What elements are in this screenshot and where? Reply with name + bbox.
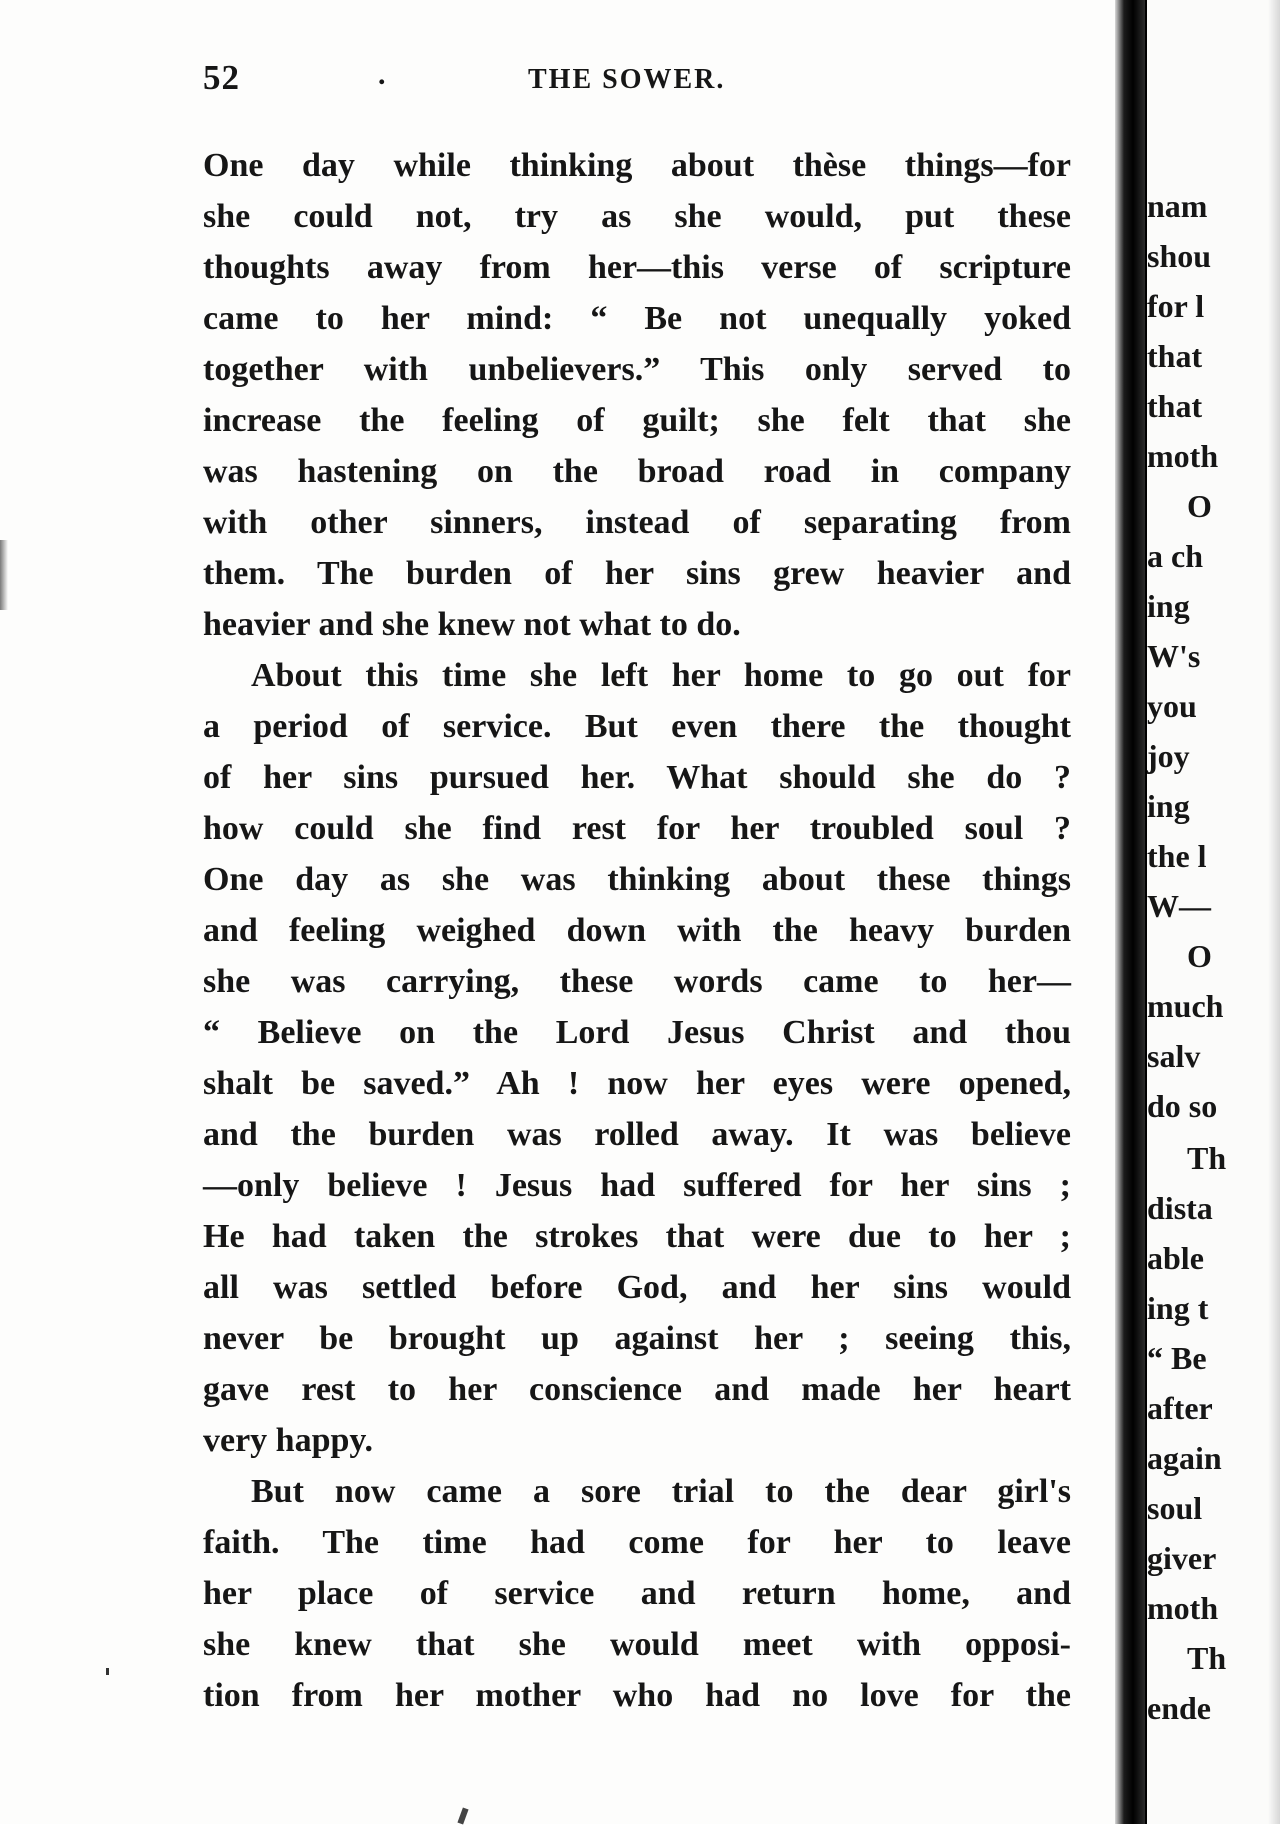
- scan-speck: [457, 1807, 468, 1824]
- facing-page-fragment: W's: [1147, 638, 1201, 674]
- text-line: gave rest to her conscience and made her heart: [203, 1371, 1071, 1408]
- text-line: her place of service and return home, and: [203, 1575, 1071, 1612]
- text-line: thoughts away from her—this verse of scripture: [203, 249, 1071, 286]
- text-line: of her sins pursued her. What should she do ?: [203, 759, 1071, 796]
- text-line: how could she find rest for her troubled soul ?: [203, 810, 1071, 847]
- text-line: together with unbelievers.” This only served to: [203, 351, 1071, 388]
- facing-page-fragment: giver: [1147, 1540, 1217, 1576]
- facing-page-fragment: that: [1147, 388, 1203, 424]
- facing-page: [1145, 0, 1280, 1824]
- text-line: But now came a sore trial to the dear girl's: [251, 1473, 1071, 1510]
- facing-page-fragment: ende: [1147, 1690, 1211, 1726]
- facing-page-fragment: shou: [1147, 238, 1212, 274]
- facing-page-fragment: “ Be: [1147, 1340, 1207, 1376]
- facing-page-fragment: you: [1147, 688, 1197, 724]
- text-line: a period of service. But even there the thought: [203, 708, 1071, 745]
- text-line: came to her mind: “ Be not unequally yoked: [203, 300, 1071, 337]
- text-line: and feeling weighed down with the heavy burden: [203, 912, 1071, 949]
- facing-page-fragment: do so: [1147, 1088, 1218, 1124]
- text-line: tion from her mother who had no love for the: [203, 1677, 1071, 1714]
- text-line: One day as she was thinking about these things: [203, 861, 1071, 898]
- text-line: she could not, try as she would, put these: [203, 198, 1071, 235]
- facing-page-fragment: moth: [1147, 438, 1219, 474]
- facing-page-fragment: Th: [1187, 1140, 1227, 1176]
- text-line: heavier and she knew not what to do.: [203, 606, 741, 643]
- facing-page-fragment: ing t: [1147, 1290, 1209, 1326]
- text-line: with other sinners, instead of separating from: [203, 504, 1071, 541]
- text-line: “ Believe on the Lord Jesus Christ and thou: [203, 1014, 1071, 1051]
- facing-page-fragment: W—: [1147, 888, 1211, 924]
- book-gutter: [1115, 0, 1145, 1824]
- page-number: 52: [203, 58, 240, 97]
- facing-page-fragment: soul: [1147, 1490, 1203, 1526]
- text-line: shalt be saved.” Ah ! now her eyes were opened,: [203, 1065, 1071, 1102]
- facing-page-fragment: O: [1187, 488, 1212, 524]
- text-line: was hastening on the broad road in company: [203, 453, 1071, 490]
- facing-page-fragment: the l: [1147, 838, 1207, 874]
- facing-page-fragment: dista: [1147, 1190, 1213, 1226]
- facing-page-fragment: ing: [1147, 788, 1190, 824]
- scan-edge-mark: [0, 540, 8, 610]
- facing-page-fragment: for l: [1147, 288, 1205, 324]
- scan-speck: [106, 1668, 109, 1675]
- facing-page-fragment: moth: [1147, 1590, 1219, 1626]
- text-line: —only believe ! Jesus had suffered for her sins ;: [203, 1167, 1071, 1204]
- text-line: never be brought up against her ; seeing this,: [203, 1320, 1071, 1357]
- facing-page-fragment: again: [1147, 1440, 1222, 1476]
- text-line: and the burden was rolled away. It was believe: [203, 1116, 1071, 1153]
- text-line: faith. The time had come for her to leave: [203, 1524, 1071, 1561]
- paragraph-3: [203, 1466, 1071, 1721]
- text-line: she was carrying, these words came to her—: [203, 963, 1071, 1000]
- text-line: He had taken the strokes that were due to her ;: [203, 1218, 1071, 1255]
- body-text: [203, 140, 1071, 1721]
- facing-page-fragment: joy: [1147, 738, 1190, 774]
- text-line: she knew that she would meet with opposi-: [203, 1626, 1071, 1663]
- paragraph-2: [203, 650, 1071, 1466]
- facing-page-fragment: a ch: [1147, 538, 1203, 574]
- scan-right-edge: [1268, 0, 1280, 1824]
- facing-page-fragment: much: [1147, 988, 1224, 1024]
- facing-page-fragment: Th: [1187, 1640, 1227, 1676]
- text-line: very happy.: [203, 1422, 374, 1459]
- facing-page-fragment: that: [1147, 338, 1203, 374]
- text-line: One day while thinking about thèse things—for: [203, 147, 1071, 184]
- text-line: About this time she left her home to go out for: [251, 657, 1071, 694]
- running-head: [203, 58, 1073, 108]
- running-title: THE SOWER.: [528, 64, 726, 95]
- facing-page-fragment: O: [1187, 938, 1212, 974]
- facing-page-fragment: able: [1147, 1240, 1204, 1276]
- paragraph-1: [203, 140, 1071, 650]
- facing-page-fragment: salv: [1147, 1038, 1201, 1074]
- facing-page-fragment: ing: [1147, 588, 1190, 624]
- facing-page-fragment: nam: [1147, 188, 1208, 224]
- text-line: all was settled before God, and her sins would: [203, 1269, 1071, 1306]
- running-head-separator: .: [378, 58, 386, 91]
- facing-page-fragment: after: [1147, 1390, 1213, 1426]
- text-line: them. The burden of her sins grew heavier and: [203, 555, 1071, 592]
- text-line: increase the feeling of guilt; she felt that she: [203, 402, 1071, 439]
